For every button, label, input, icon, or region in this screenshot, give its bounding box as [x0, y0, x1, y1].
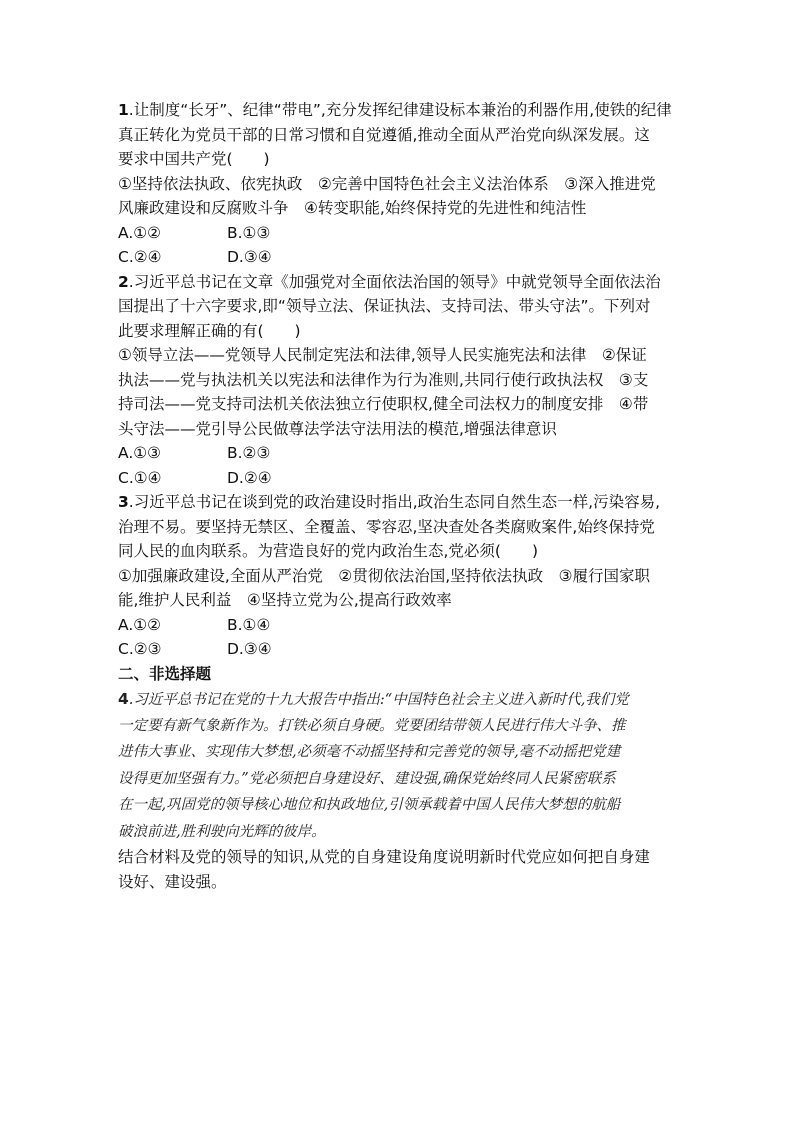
options-row — [118, 441, 678, 466]
worksheet-page — [118, 98, 678, 894]
option-b[interactable]: B.①③ — [227, 223, 271, 242]
question-stem-line: 同人民的血肉联系。为营造良好的党内政治生态,党必须( ) — [118, 542, 539, 560]
material-line: 破浪前进,胜利驶向光辉的彼岸。 — [118, 823, 326, 840]
choice-statements-line: ①加强廉政建设,全面从严治党 ②贯彻依法治国,坚持依法执政 ③履行国家职 — [118, 566, 651, 585]
question-stem-line: 此要求理解正确的有( ) — [118, 321, 301, 340]
option-c[interactable]: C.②④ — [118, 248, 162, 266]
choice-statements-line: 风廉政建设和反腐败斗争 ④转变职能,始终保持党的先进性和纯洁性 — [118, 199, 587, 217]
options-row — [118, 466, 678, 491]
options-row — [118, 637, 678, 662]
choice-statements-line: 头守法——党引导公民做尊法学法守法用法的模范,增强法律意识 — [118, 419, 557, 438]
options-row — [118, 221, 678, 246]
choice-statements-line: 持司法——党支持司法机关依法独立行使职权,健全司法权力的制度安排 ④带 — [118, 395, 649, 413]
option-d[interactable]: D.③④ — [227, 248, 272, 266]
section-heading: 二、非选择题 — [118, 664, 212, 683]
question-4 — [118, 686, 678, 894]
question-stem-line: 1.让制度“长牙”、纪律“带电”,充分发挥纪律建设标本兼治的利器作用,使铁的纪律 — [118, 101, 672, 119]
question-3 — [118, 490, 678, 662]
choice-statements-line: ①坚持依法执政、依宪执政 ②完善中国特色社会主义法治体系 ③深入推进党 — [118, 174, 656, 193]
choice-statements-line: ①领导立法——党领导人民制定宪法和法律,领导人民实施宪法和法律 ②保证 — [118, 346, 647, 364]
option-d[interactable]: D.②④ — [227, 468, 272, 487]
material-line: 进伟大事业、实现伟大梦想,必须毫不动摇坚持和完善党的领导,毫不动摇把党建 — [118, 744, 621, 760]
option-a[interactable]: A.①② — [118, 615, 162, 634]
question-number: 1 — [118, 101, 129, 119]
option-a[interactable]: A.①② — [118, 223, 162, 242]
option-c[interactable]: C.②③ — [118, 640, 162, 658]
question-prompt-line: 结合材料及党的领导的知识,从党的自身建设角度说明新时代党应如何把自身建 — [118, 848, 650, 866]
question-stem-line: 国提出了十六字要求,即“领导立法、保证执法、支持司法、带头守法”。下列对 — [118, 297, 651, 315]
question-stem-line: 3.习近平总书记在谈到党的政治建设时指出,政治生态同自然生态一样,污染容易, — [118, 493, 661, 511]
material-line: 设得更加坚强有力。”党必须把自身建设好、建设强,确保党始终同人民紧密联系 — [118, 770, 616, 787]
question-prompt-line: 设好、建设强。 — [118, 872, 227, 891]
option-b[interactable]: B.①④ — [227, 615, 271, 634]
material-line: 在一起,巩固党的领导核心地位和执政地位,引领承载着中国人民伟大梦想的航船 — [118, 797, 621, 813]
question-stem-line: 真正转化为党员干部的日常习惯和自觉遵循,推动全面从严治党向纵深发展。这 — [118, 125, 650, 144]
material-line: 一定要有新气象新作为。打铁必须自身硬。党要团结带领人民进行伟大斗争、推 — [118, 717, 626, 734]
material-line: 4.习近平总书记在党的十九大报告中指出:“中国特色社会主义进入新时代,我们党 — [118, 690, 629, 708]
question-2 — [118, 270, 678, 491]
question-number: 2 — [118, 272, 129, 291]
question-stem-line: 2.习近平总书记在文章《加强党对全面依法治国的领导》中就党领导全面依法治 — [118, 272, 661, 291]
question-number: 4 — [118, 690, 129, 708]
choice-statements-line: 能,维护人民利益 ④坚持立党为公,提高行政效率 — [118, 591, 452, 609]
question-1 — [118, 98, 678, 270]
options-row — [118, 613, 678, 638]
question-stem-line: 治理不易。要坚持无禁区、全覆盖、零容忍,坚决查处各类腐败案件,始终保持党 — [118, 517, 655, 536]
question-stem-line: 要求中国共产党( ) — [118, 150, 270, 168]
options-row — [118, 245, 678, 270]
question-number: 3 — [118, 493, 129, 511]
option-d[interactable]: D.③④ — [227, 640, 272, 658]
choice-statements-line: 执法——党与执法机关以宪法和法律作为行为准则,共同行使行政执法权 ③支 — [118, 370, 649, 389]
option-b[interactable]: B.②③ — [227, 444, 271, 462]
option-a[interactable]: A.①③ — [118, 444, 162, 462]
option-c[interactable]: C.①④ — [118, 468, 162, 487]
